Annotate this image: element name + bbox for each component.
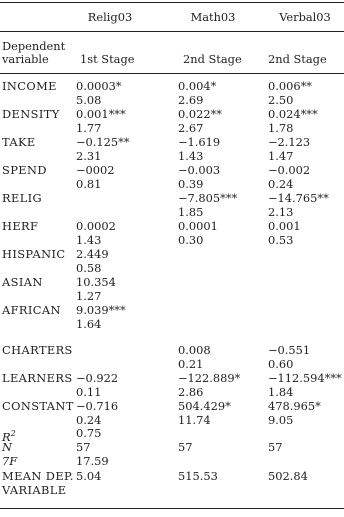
row-label: CONSTANT [2,399,74,413]
t-statistic-cell: 1.27 [76,289,102,303]
coefficient-cell: −0.002 [268,163,311,177]
coefficient-cell: −14.765** [268,191,329,205]
t-statistic-cell: 0.24 [76,413,102,427]
mean-dep-value: 515.53 [178,469,218,483]
row-label: HISPANIC [2,247,66,261]
t-statistic-cell: 1.78 [268,121,294,135]
t-statistic-cell: 1.64 [76,317,102,331]
stage-label-3: 2nd Stage [268,52,327,66]
t-statistic-cell: 0.30 [178,233,204,247]
top-rule [0,2,344,3]
t-statistic-cell: 1.43 [76,233,102,247]
t-statistic-cell: 0.81 [76,177,102,191]
coefficient-cell: 478.965* [268,399,321,413]
t-statistic-cell: 0.11 [76,385,102,399]
coefficient-cell: −2.123 [268,135,311,149]
coefficient-cell: 0.0002 [76,219,116,233]
coefficient-cell: 0.008 [178,343,211,357]
mean-dep-label-line1: MEAN DEP. [2,469,74,483]
t-statistic-cell: 2.31 [76,149,102,163]
t-statistic-cell: 0.39 [178,177,204,191]
row-label: RELIG [2,191,43,205]
stat-value: 57 [178,440,193,454]
t-statistic-cell: 0.58 [76,261,102,275]
coefficient-cell: −0.003 [178,163,221,177]
t-statistic-cell: 1.77 [76,121,102,135]
coefficient-cell: −0.551 [268,343,311,357]
coefficient-cell: 0.004* [178,79,217,93]
coefficient-cell: 0.001*** [76,107,126,121]
coefficient-cell: 0.024*** [268,107,318,121]
stat-value: 57 [76,440,91,454]
coefficient-cell: −0002 [76,163,115,177]
row-label: HERF [2,219,39,233]
row-label: INCOME [2,79,57,93]
t-statistic-cell: 2.13 [268,205,294,219]
coefficient-cell: −112.594*** [268,371,342,385]
stat-label-r2-sup: 2 [10,429,16,438]
coefficient-cell: −122.889* [178,371,241,385]
coefficient-cell: 0.0003* [76,79,122,93]
column-header-verbal03: Verbal03 [279,10,331,24]
coefficient-cell: −0.716 [76,399,119,413]
dependent-variable-label-line2: variable [2,52,49,66]
coefficient-cell: −7.805*** [178,191,238,205]
row-label: LEARNERS [2,371,73,385]
row-label: AFRICAN [2,303,61,317]
stat-label-n: N [2,440,12,454]
header-rule [0,31,344,32]
t-statistic-cell: 0.21 [178,357,204,371]
stage-label-1: 1st Stage [80,52,135,66]
coefficient-cell: 10.354 [76,275,116,289]
row-label: CHARTERS [2,343,73,357]
bottom-rule [0,508,344,509]
coefficient-cell: 0.0001 [178,219,218,233]
t-statistic-cell: 0.60 [268,357,294,371]
dependent-variable-label-line1: Dependent [2,39,66,53]
t-statistic-cell: 2.69 [178,93,204,107]
t-statistic-cell: 1.43 [178,149,204,163]
row-label: SPEND [2,163,47,177]
stage-label-2: 2nd Stage [183,52,242,66]
column-header-relig03: Relig03 [87,10,133,24]
t-statistic-cell: 2.50 [268,93,294,107]
t-statistic-cell: 1.47 [268,149,294,163]
coefficient-cell: 504.429* [178,399,231,413]
row-label: DENSITY [2,107,60,121]
t-statistic-cell: 9.05 [268,413,294,427]
column-header-math03: Math03 [190,10,236,24]
stat-label-7f: 7F [2,454,18,468]
t-statistic-cell: 0.24 [268,177,294,191]
stat-value: 0.75 [76,426,102,440]
coefficient-cell: 0.001 [268,219,301,233]
t-statistic-cell: 2.67 [178,121,204,135]
mean-dep-value: 5.04 [76,469,102,483]
t-statistic-cell: 1.85 [178,205,204,219]
coefficient-cell: 9.039*** [76,303,126,317]
coefficient-cell: −1.619 [178,135,221,149]
coefficient-cell: 0.022** [178,107,222,121]
stat-label-r2-text: R [2,429,11,444]
coefficient-cell: 0.006** [268,79,312,93]
coefficient-cell: −0.125** [76,135,130,149]
mean-dep-label-line2: VARIABLE [2,483,67,497]
subheader-rule [0,73,344,74]
t-statistic-cell: 2.86 [178,385,204,399]
t-statistic-cell: 1.84 [268,385,294,399]
coefficient-cell: 2.449 [76,247,109,261]
stat-value: 57 [268,440,283,454]
t-statistic-cell: 0.53 [268,233,294,247]
coefficient-cell: −0.922 [76,371,119,385]
row-label: ASIAN [2,275,43,289]
t-statistic-cell: 5.08 [76,93,102,107]
row-label: TAKE [2,135,36,149]
mean-dep-value: 502.84 [268,469,308,483]
t-statistic-cell: 11.74 [178,413,211,427]
stat-value: 17.59 [76,454,109,468]
